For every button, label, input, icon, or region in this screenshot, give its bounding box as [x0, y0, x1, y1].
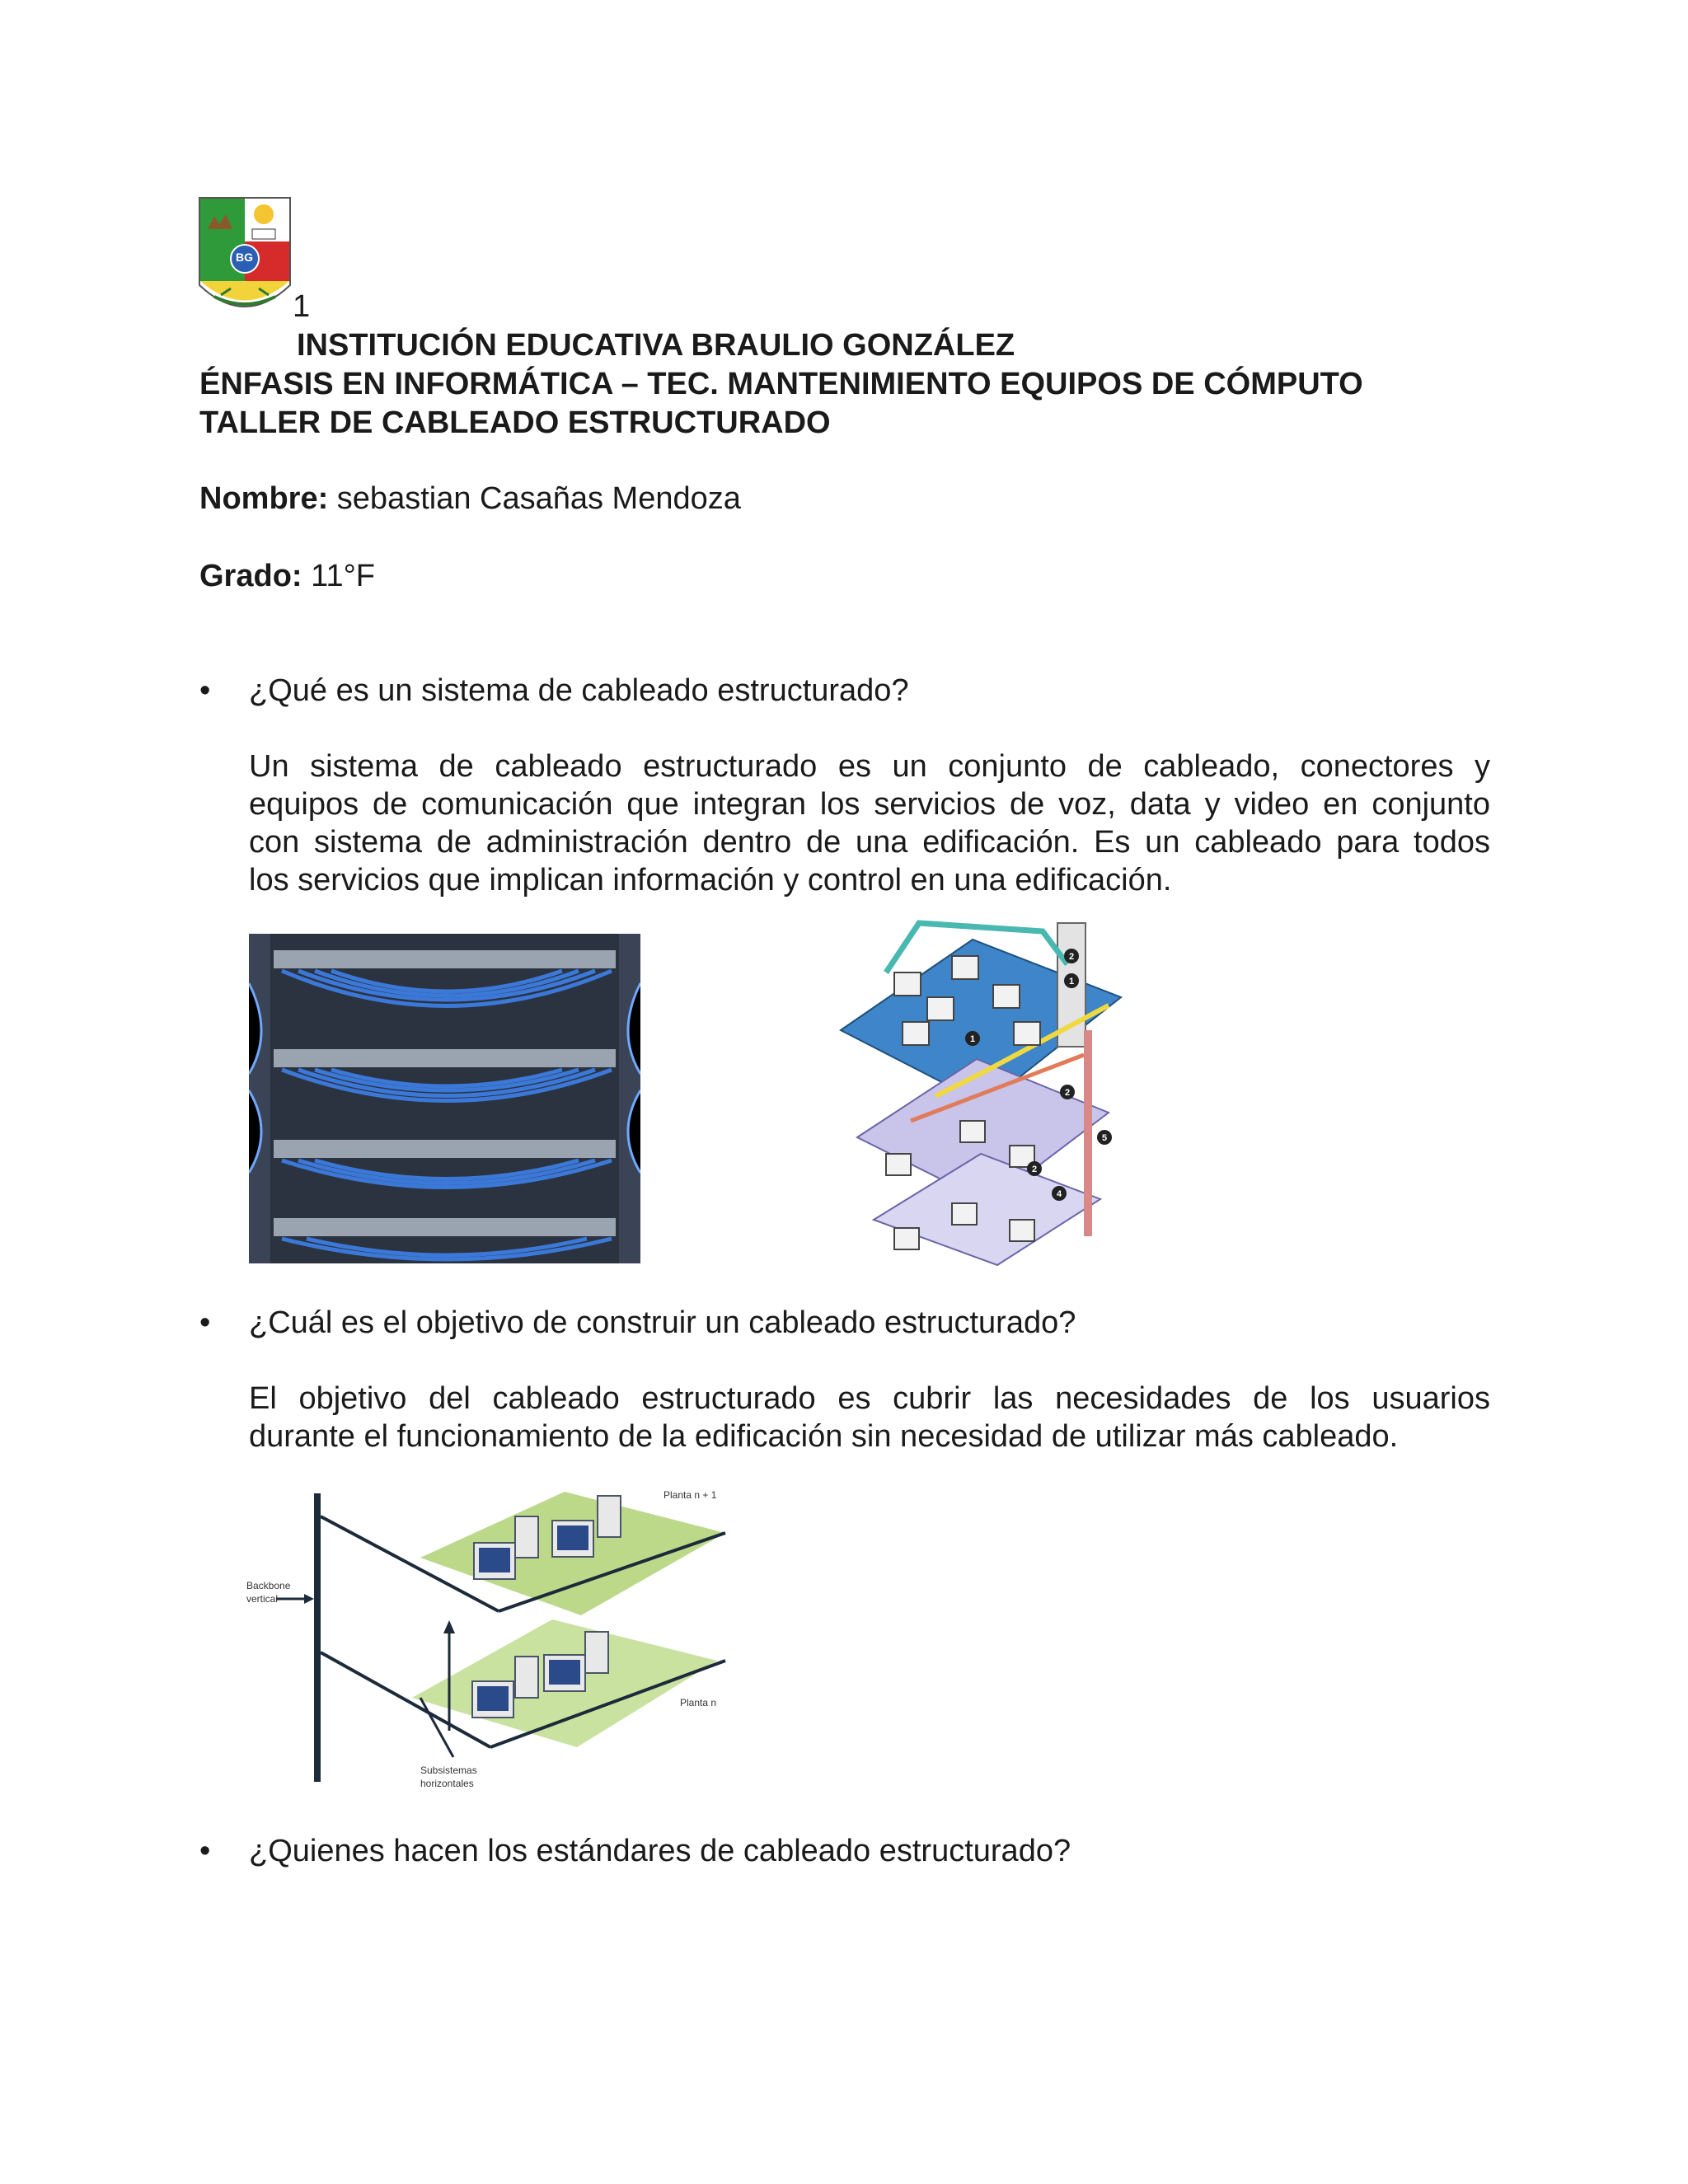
bullet: •	[199, 1305, 211, 1340]
marker: 2	[1068, 952, 1075, 962]
workshop-title: TALLER DE CABLEADO ESTRUCTURADO	[199, 405, 831, 440]
answer-line: los servicios que implican información y control en una edificación.	[249, 863, 1172, 898]
marker: 2	[1031, 1165, 1038, 1174]
bullet: •	[199, 673, 211, 708]
marker: 2	[1064, 1088, 1071, 1098]
name-label: Nombre:	[199, 481, 329, 516]
question-text: ¿Quienes hacen los estándares de cableado estructurado?	[249, 1834, 1071, 1868]
answer-1	[249, 748, 1490, 899]
question-text: ¿Cuál es el objetivo de construir un cableado estructurado?	[249, 1305, 1076, 1340]
question-1	[199, 672, 909, 710]
label-backbone-2: vertical	[246, 1593, 279, 1605]
building-cabling-diagram	[837, 907, 1133, 1269]
marker: 5	[1101, 1133, 1108, 1143]
answer-line: con sistema de administración dentro de una edificación. Es un cableado para todos	[249, 825, 1490, 860]
emphasis-title: ÉNFASIS EN INFORMÁTICA – TEC. MANTENIMIENTO EQUIPOS DE CÓMPUTO	[199, 367, 1363, 401]
question-3	[199, 1832, 1071, 1870]
rack-cables-icon	[249, 934, 640, 1263]
label-floor-upper: Planta n + 1	[663, 1489, 717, 1501]
marker: 1	[1068, 977, 1075, 987]
institution-title: INSTITUCIÓN EDUCATIVA BRAULIO GONZÁLEZ	[297, 328, 1015, 363]
label-horizontal-2: horizontales	[420, 1778, 474, 1789]
answer-line: equipos de comunicación que integran los servicios de voz, data y video en conjunto	[249, 787, 1490, 822]
logo-letters: BG	[236, 251, 253, 264]
bullet: •	[199, 1834, 211, 1868]
student-name	[199, 480, 741, 518]
label-backbone-1: Backbone	[246, 1580, 291, 1591]
answer-line: Un sistema de cableado estructurado es un conjunto de cableado, conectores y	[249, 749, 1490, 784]
network-rack-photo	[249, 934, 640, 1263]
building-floors-icon	[837, 907, 1133, 1269]
page-number: 1	[293, 289, 311, 324]
answer-2	[249, 1380, 1490, 1455]
label-horizontal-1: Subsistemas	[420, 1765, 477, 1776]
question-2	[199, 1304, 1076, 1342]
marker: 1	[969, 1034, 976, 1044]
backbone-diagram	[243, 1483, 729, 1797]
grade-value: 11°F	[311, 559, 375, 593]
name-value: sebastian Casañas Mendoza	[336, 481, 741, 516]
label-floor-lower: Planta n	[680, 1697, 717, 1708]
backbone-floors-icon	[243, 1483, 729, 1797]
grade-label: Grado:	[199, 559, 302, 593]
school-logo	[198, 196, 292, 320]
answer-line: El objetivo del cableado estructurado es cubrir las necesidades de los usuarios	[249, 1381, 1490, 1416]
question-text: ¿Qué es un sistema de cableado estructurado?	[249, 673, 909, 708]
marker: 4	[1056, 1189, 1062, 1199]
answer-line: durante el funcionamiento de la edificación sin necesidad de utilizar más cableado.	[249, 1419, 1399, 1454]
student-grade	[199, 557, 375, 595]
